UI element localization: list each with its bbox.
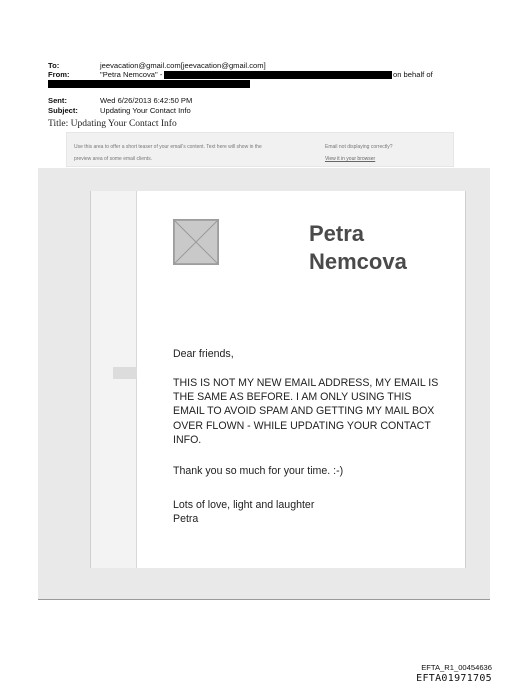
to-value: jeevacation@gmail.com[jeevacation@gmail.com] <box>100 61 266 70</box>
subject-row <box>48 106 488 115</box>
greeting: Dear friends, <box>173 348 234 360</box>
bates-line-2: EFTA01971705 <box>416 673 492 684</box>
thanks-line: Thank you so much for your time. :-) <box>173 465 344 477</box>
subject-label: Subject: <box>48 105 78 115</box>
main-message: THIS IS NOT MY NEW EMAIL ADDRESS, MY EMAIL IS THE SAME AS BEFORE. I AM ONLY USING THIS EMAIL TO AVOID SPAM AND GETTING MY MAIL BOX OVER FLOWN - WHILE UPDATING YOUR CONTACT INFO. <box>173 377 439 446</box>
email-header <box>48 61 488 115</box>
sent-value: Wed 6/26/2013 6:42:50 PM <box>100 96 193 106</box>
document-title: Title: Updating Your Contact Info <box>48 119 177 129</box>
sent-row <box>48 96 488 105</box>
sent-label: Sent: <box>48 96 67 106</box>
to-label: To: <box>48 61 60 70</box>
preheader-teaser <box>74 141 314 165</box>
from-continued-row <box>48 80 488 89</box>
teaser-line: Use this area to offer a short teaser of your email's content. Text here will show in the <box>74 144 262 150</box>
preheader-bar <box>66 132 454 167</box>
sender-last-name: Nemcova <box>309 249 407 274</box>
strip-marker <box>113 367 137 379</box>
redaction-bar <box>164 71 392 79</box>
email-content-card <box>90 191 466 568</box>
teaser-line: preview area of some email clients. <box>74 156 153 162</box>
subject-value: Updating Your Contact Info <box>100 105 191 115</box>
header-spacer <box>48 89 488 96</box>
to-row <box>48 61 488 70</box>
card-left-strip <box>91 191 137 568</box>
on-behalf-text: on behalf of <box>393 70 433 80</box>
from-value: "Petra Nemcova" - <box>100 70 163 80</box>
sender-first-name: Petra <box>309 221 365 246</box>
display-question: Email not displaying correctly? <box>325 144 393 150</box>
bates-stamp <box>416 663 492 685</box>
image-placeholder-icon <box>173 219 219 265</box>
preheader-browser <box>325 141 445 165</box>
view-in-browser-link[interactable]: View it in your browser <box>325 156 376 162</box>
signature: Petra <box>173 513 199 525</box>
redaction-bar <box>48 80 250 88</box>
from-label: From: <box>48 70 70 80</box>
bates-line-1: EFTA_R1_00454636 <box>421 663 492 672</box>
from-row <box>48 70 488 79</box>
sender-name <box>309 220 449 276</box>
closing-line: Lots of love, light and laughter <box>173 499 315 511</box>
